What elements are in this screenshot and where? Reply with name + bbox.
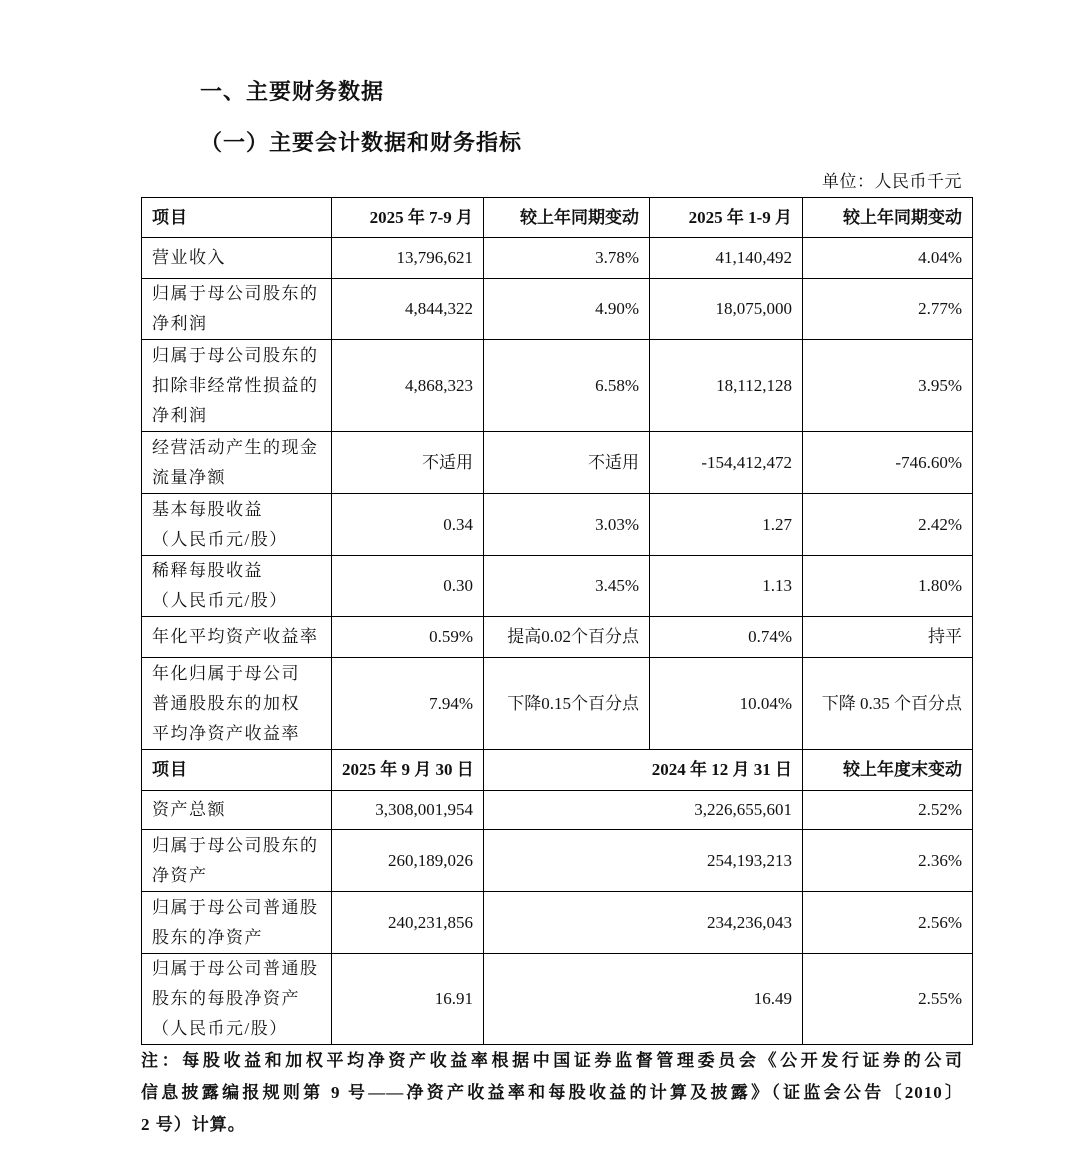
row-annualized-roa: [142, 617, 973, 658]
row-label-cell: [142, 954, 332, 1045]
row-label-cell: [142, 556, 332, 617]
dec-31-2024-value: 16.49: [484, 954, 803, 1045]
row-net-profit-excl-nonrecurring: [142, 340, 973, 432]
q3-2025-value: 0.30: [332, 556, 484, 617]
row-label-line: 归属于母公司普通股: [152, 897, 319, 917]
ytd-yoy-change: 4.04%: [803, 238, 973, 279]
change-vs-year-end: 2.52%: [803, 791, 973, 830]
footnote-line: 2 号）计算。: [141, 1115, 246, 1134]
ytd-2025-value: 41,140,492: [650, 238, 803, 279]
change-vs-year-end: 2.56%: [803, 892, 973, 954]
row-label-line: 稀释每股收益: [152, 561, 263, 580]
section-title: 一、主要财务数据: [200, 79, 385, 104]
q3-yoy-change: 6.58%: [484, 340, 650, 432]
sep-30-2025-value: 260,189,026: [332, 830, 484, 892]
q3-yoy-change: 提高0.02个百分点: [484, 617, 650, 658]
row-operating-cash-flow: [142, 432, 973, 494]
change-vs-year-end: 2.36%: [803, 830, 973, 892]
q3-2025-value: 0.34: [332, 494, 484, 556]
dec-31-2024-value: 254,193,213: [484, 830, 803, 892]
sep-30-2025-value: 16.91: [332, 954, 484, 1045]
row-label-line: 资产总额: [152, 800, 226, 819]
row-label-line: 经营活动产生的现金: [152, 437, 319, 457]
header-q3-yoy-change: 较上年同期变动: [484, 198, 650, 238]
q3-yoy-change: 3.78%: [484, 238, 650, 279]
ytd-2025-value: 18,112,128: [650, 340, 803, 432]
ytd-yoy-change: 下降 0.35 个百分点: [803, 658, 973, 750]
ytd-yoy-change: 2.42%: [803, 494, 973, 556]
header-change-vs-year-end: 较上年度末变动: [803, 750, 973, 791]
header-sep-30-2025: 2025 年 9 月 30 日: [332, 750, 484, 791]
row-label-line: 归属于母公司普通股: [152, 959, 319, 978]
row-label-cell: [142, 830, 332, 892]
header-item: 项目: [142, 750, 332, 791]
footnote-line: 信息披露编报规则第 9 号——净资产收益率和每股收益的计算及披露》（证监会公告〔2010〕: [141, 1083, 963, 1102]
q3-yoy-change: 4.90%: [484, 279, 650, 340]
q3-yoy-change: 下降0.15个百分点: [484, 658, 650, 750]
row-label-line: 年化归属于母公司: [152, 663, 300, 683]
change-vs-year-end: 2.55%: [803, 954, 973, 1045]
row-label-cell: [142, 494, 332, 556]
sep-30-2025-value: 3,308,001,954: [332, 791, 484, 830]
q3-2025-value: 0.59%: [332, 617, 484, 658]
row-annualized-weighted-roe: [142, 658, 973, 750]
row-basic-eps: [142, 494, 973, 556]
sep-30-2025-value: 240,231,856: [332, 892, 484, 954]
currency-unit-label: 单位：人民币千元: [822, 172, 962, 191]
row-label-line: 净资产: [152, 865, 208, 885]
q3-yoy-change: 3.45%: [484, 556, 650, 617]
q3-2025-value: 13,796,621: [332, 238, 484, 279]
financial-data-table: [141, 197, 973, 1045]
ytd-yoy-change: 1.80%: [803, 556, 973, 617]
q3-2025-value: 4,844,322: [332, 279, 484, 340]
row-label-cell: [142, 791, 332, 830]
row-label-cell: [142, 892, 332, 954]
q3-2025-value: 7.94%: [332, 658, 484, 750]
row-label-cell: [142, 432, 332, 494]
row-label-line: （人民币元/股）: [152, 1019, 288, 1038]
row-label-line: 归属于母公司股东的: [152, 835, 319, 855]
row-total-assets: [142, 791, 973, 830]
row-net-profit-attributable: [142, 279, 973, 340]
row-label-line: 归属于母公司股东的: [152, 284, 319, 303]
row-label-line: 净利润: [152, 314, 208, 333]
row-label-line: （人民币元/股）: [152, 529, 288, 549]
row-label-cell: [142, 340, 332, 432]
ytd-2025-value: 10.04%: [650, 658, 803, 750]
row-diluted-eps: [142, 556, 973, 617]
ytd-2025-value: 1.27: [650, 494, 803, 556]
table-body: [142, 198, 973, 1045]
ytd-2025-value: 1.13: [650, 556, 803, 617]
q3-yoy-change: 不适用: [484, 432, 650, 494]
balance-header-row: [142, 750, 973, 791]
footnote-line: 注：每股收益和加权平均净资产收益率根据中国证券监督管理委员会《公开发行证券的公司: [141, 1051, 963, 1070]
ytd-yoy-change: -746.60%: [803, 432, 973, 494]
row-label-line: 普通股股东的加权: [152, 693, 300, 713]
footnote: [141, 1045, 963, 1141]
row-label-line: 扣除非经常性损益的: [152, 375, 319, 395]
row-label-line: （人民币元/股）: [152, 591, 288, 610]
row-label-cell: [142, 279, 332, 340]
row-label-cell: [142, 658, 332, 750]
row-operating-revenue: [142, 238, 973, 279]
row-net-assets-common-shareholders: [142, 892, 973, 954]
header-dec-31-2024: 2024 年 12 月 31 日: [484, 750, 803, 791]
header-ytd-yoy-change: 较上年同期变动: [803, 198, 973, 238]
row-label-line: 归属于母公司股东的: [152, 345, 319, 365]
ytd-yoy-change: 2.77%: [803, 279, 973, 340]
ytd-2025-value: 18,075,000: [650, 279, 803, 340]
row-label-cell: [142, 617, 332, 658]
period-header-row: [142, 198, 973, 238]
header-ytd-2025: 2025 年 1-9 月: [650, 198, 803, 238]
subsection-title: （一）主要会计数据和财务指标: [200, 130, 523, 155]
q3-yoy-change: 3.03%: [484, 494, 650, 556]
ytd-2025-value: 0.74%: [650, 617, 803, 658]
header-item: 项目: [142, 198, 332, 238]
row-nav-per-share: [142, 954, 973, 1045]
q3-2025-value: 不适用: [332, 432, 484, 494]
dec-31-2024-value: 234,236,043: [484, 892, 803, 954]
row-label-line: 净利润: [152, 405, 208, 425]
dec-31-2024-value: 3,226,655,601: [484, 791, 803, 830]
row-label-line: 流量净额: [152, 467, 226, 487]
header-q3-2025: 2025 年 7-9 月: [332, 198, 484, 238]
row-label-line: 股东的净资产: [152, 927, 263, 947]
row-label-line: 股东的每股净资产: [152, 989, 300, 1008]
ytd-yoy-change: 持平: [803, 617, 973, 658]
row-label-line: 营业收入: [152, 248, 226, 267]
row-label-line: 年化平均资产收益率: [152, 627, 319, 646]
row-label-cell: [142, 238, 332, 279]
row-label-line: 平均净资产收益率: [152, 723, 300, 743]
q3-2025-value: 4,868,323: [332, 340, 484, 432]
row-label-line: 基本每股收益: [152, 499, 263, 519]
ytd-yoy-change: 3.95%: [803, 340, 973, 432]
ytd-2025-value: -154,412,472: [650, 432, 803, 494]
row-net-assets-attributable: [142, 830, 973, 892]
